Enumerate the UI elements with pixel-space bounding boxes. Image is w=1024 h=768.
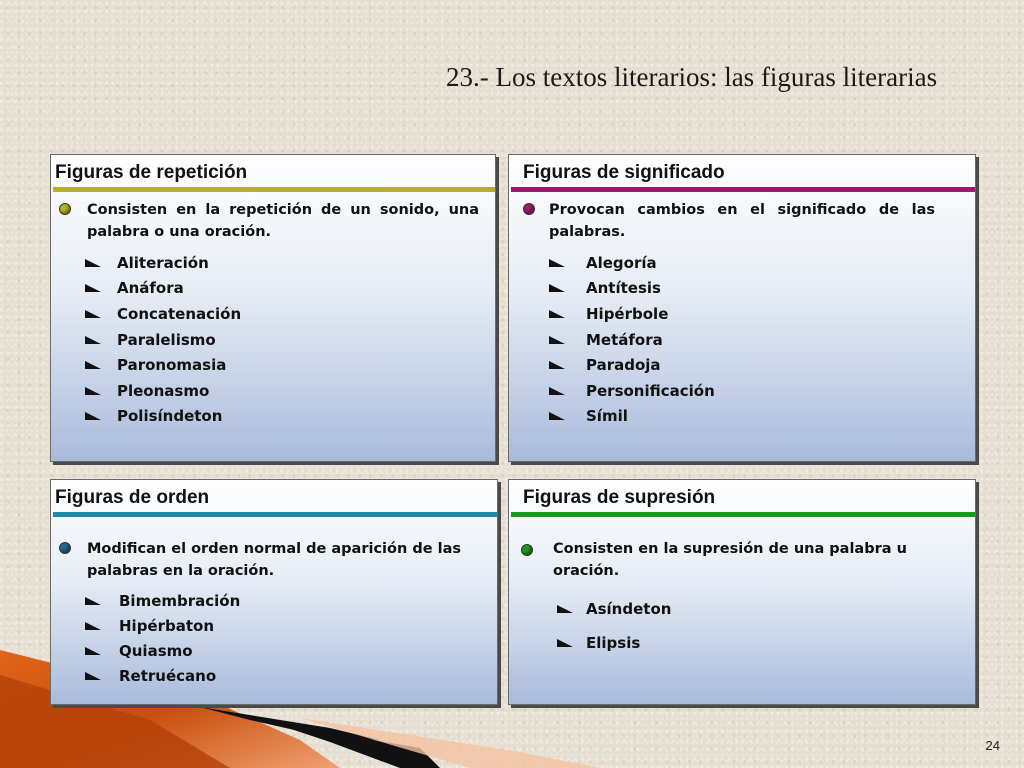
list-item: Asíndeton [557,592,671,626]
list-item: Hipérbaton [85,613,240,638]
pointer-arrow-icon [85,670,101,682]
pointer-arrow-icon [85,282,101,294]
pointer-arrow-icon [85,620,101,632]
list-item: Símil [549,404,715,430]
figure-list [557,592,671,660]
pointer-arrow-icon [549,257,565,269]
list-item: Anáfora [85,276,241,302]
page-number: 24 [985,738,1000,753]
bullet-icon [59,542,71,554]
pointer-arrow-icon [85,257,101,269]
pointer-arrow-icon [557,637,573,649]
panel-figuras-supresion [508,479,976,705]
pointer-arrow-icon [85,359,101,371]
panel-figuras-orden [50,479,498,705]
pointer-arrow-icon [85,308,101,320]
panel-figuras-repeticion [50,154,496,462]
pointer-arrow-icon [85,645,101,657]
list-item: Retruécano [85,663,240,688]
pointer-arrow-icon [557,603,573,615]
panel-description: Provocan cambios en el significado de las palabras. [549,202,935,240]
pointer-arrow-icon [85,334,101,346]
list-item: Alegoría [549,250,715,276]
panel-description: Modifican el orden normal de aparición de las palabras en la oración. [87,541,462,579]
panel-header-orden: Figuras de orden [53,486,497,517]
pointer-arrow-icon [549,359,565,371]
bullet-icon [523,203,535,215]
list-item: Quiasmo [85,638,240,663]
list-item: Personificación [549,378,715,404]
list-item: Paronomasia [85,352,241,378]
list-item: Paralelismo [85,327,241,353]
pointer-arrow-icon [85,595,101,607]
pointer-arrow-icon [549,410,565,422]
pointer-arrow-icon [85,385,101,397]
panel-header-significado: Figuras de significado [511,161,975,192]
panel-description: Consisten en la supresión de una palabra u oración. [553,541,907,579]
pointer-arrow-icon [85,410,101,422]
slide-title: 23.- Los textos literarios: las figuras literarias [446,62,938,92]
list-item: Aliteración [85,250,241,276]
list-item: Bimembración [85,588,240,613]
panel-header-repeticion: Figuras de repetición [53,161,495,192]
panel-figuras-significado [508,154,976,462]
bullet-icon [521,544,533,556]
pointer-arrow-icon [549,385,565,397]
list-item: Paradoja [549,352,715,378]
list-item: Elipsis [557,626,671,660]
panel-description: Consisten en la repetición de un sonido, una palabra o una oración. [87,202,479,240]
pointer-arrow-icon [549,282,565,294]
list-item: Hipérbole [549,301,715,327]
pointer-arrow-icon [549,334,565,346]
figure-list [85,250,241,429]
list-item: Antítesis [549,276,715,302]
list-item: Metáfora [549,327,715,353]
list-item: Concatenación [85,301,241,327]
list-item: Pleonasmo [85,378,241,404]
panel-header-supresion: Figuras de supresión [511,486,975,517]
pointer-arrow-icon [549,308,565,320]
list-item: Polisíndeton [85,404,241,430]
figure-list [85,588,240,688]
figure-list [549,250,715,429]
bullet-icon [59,203,71,215]
